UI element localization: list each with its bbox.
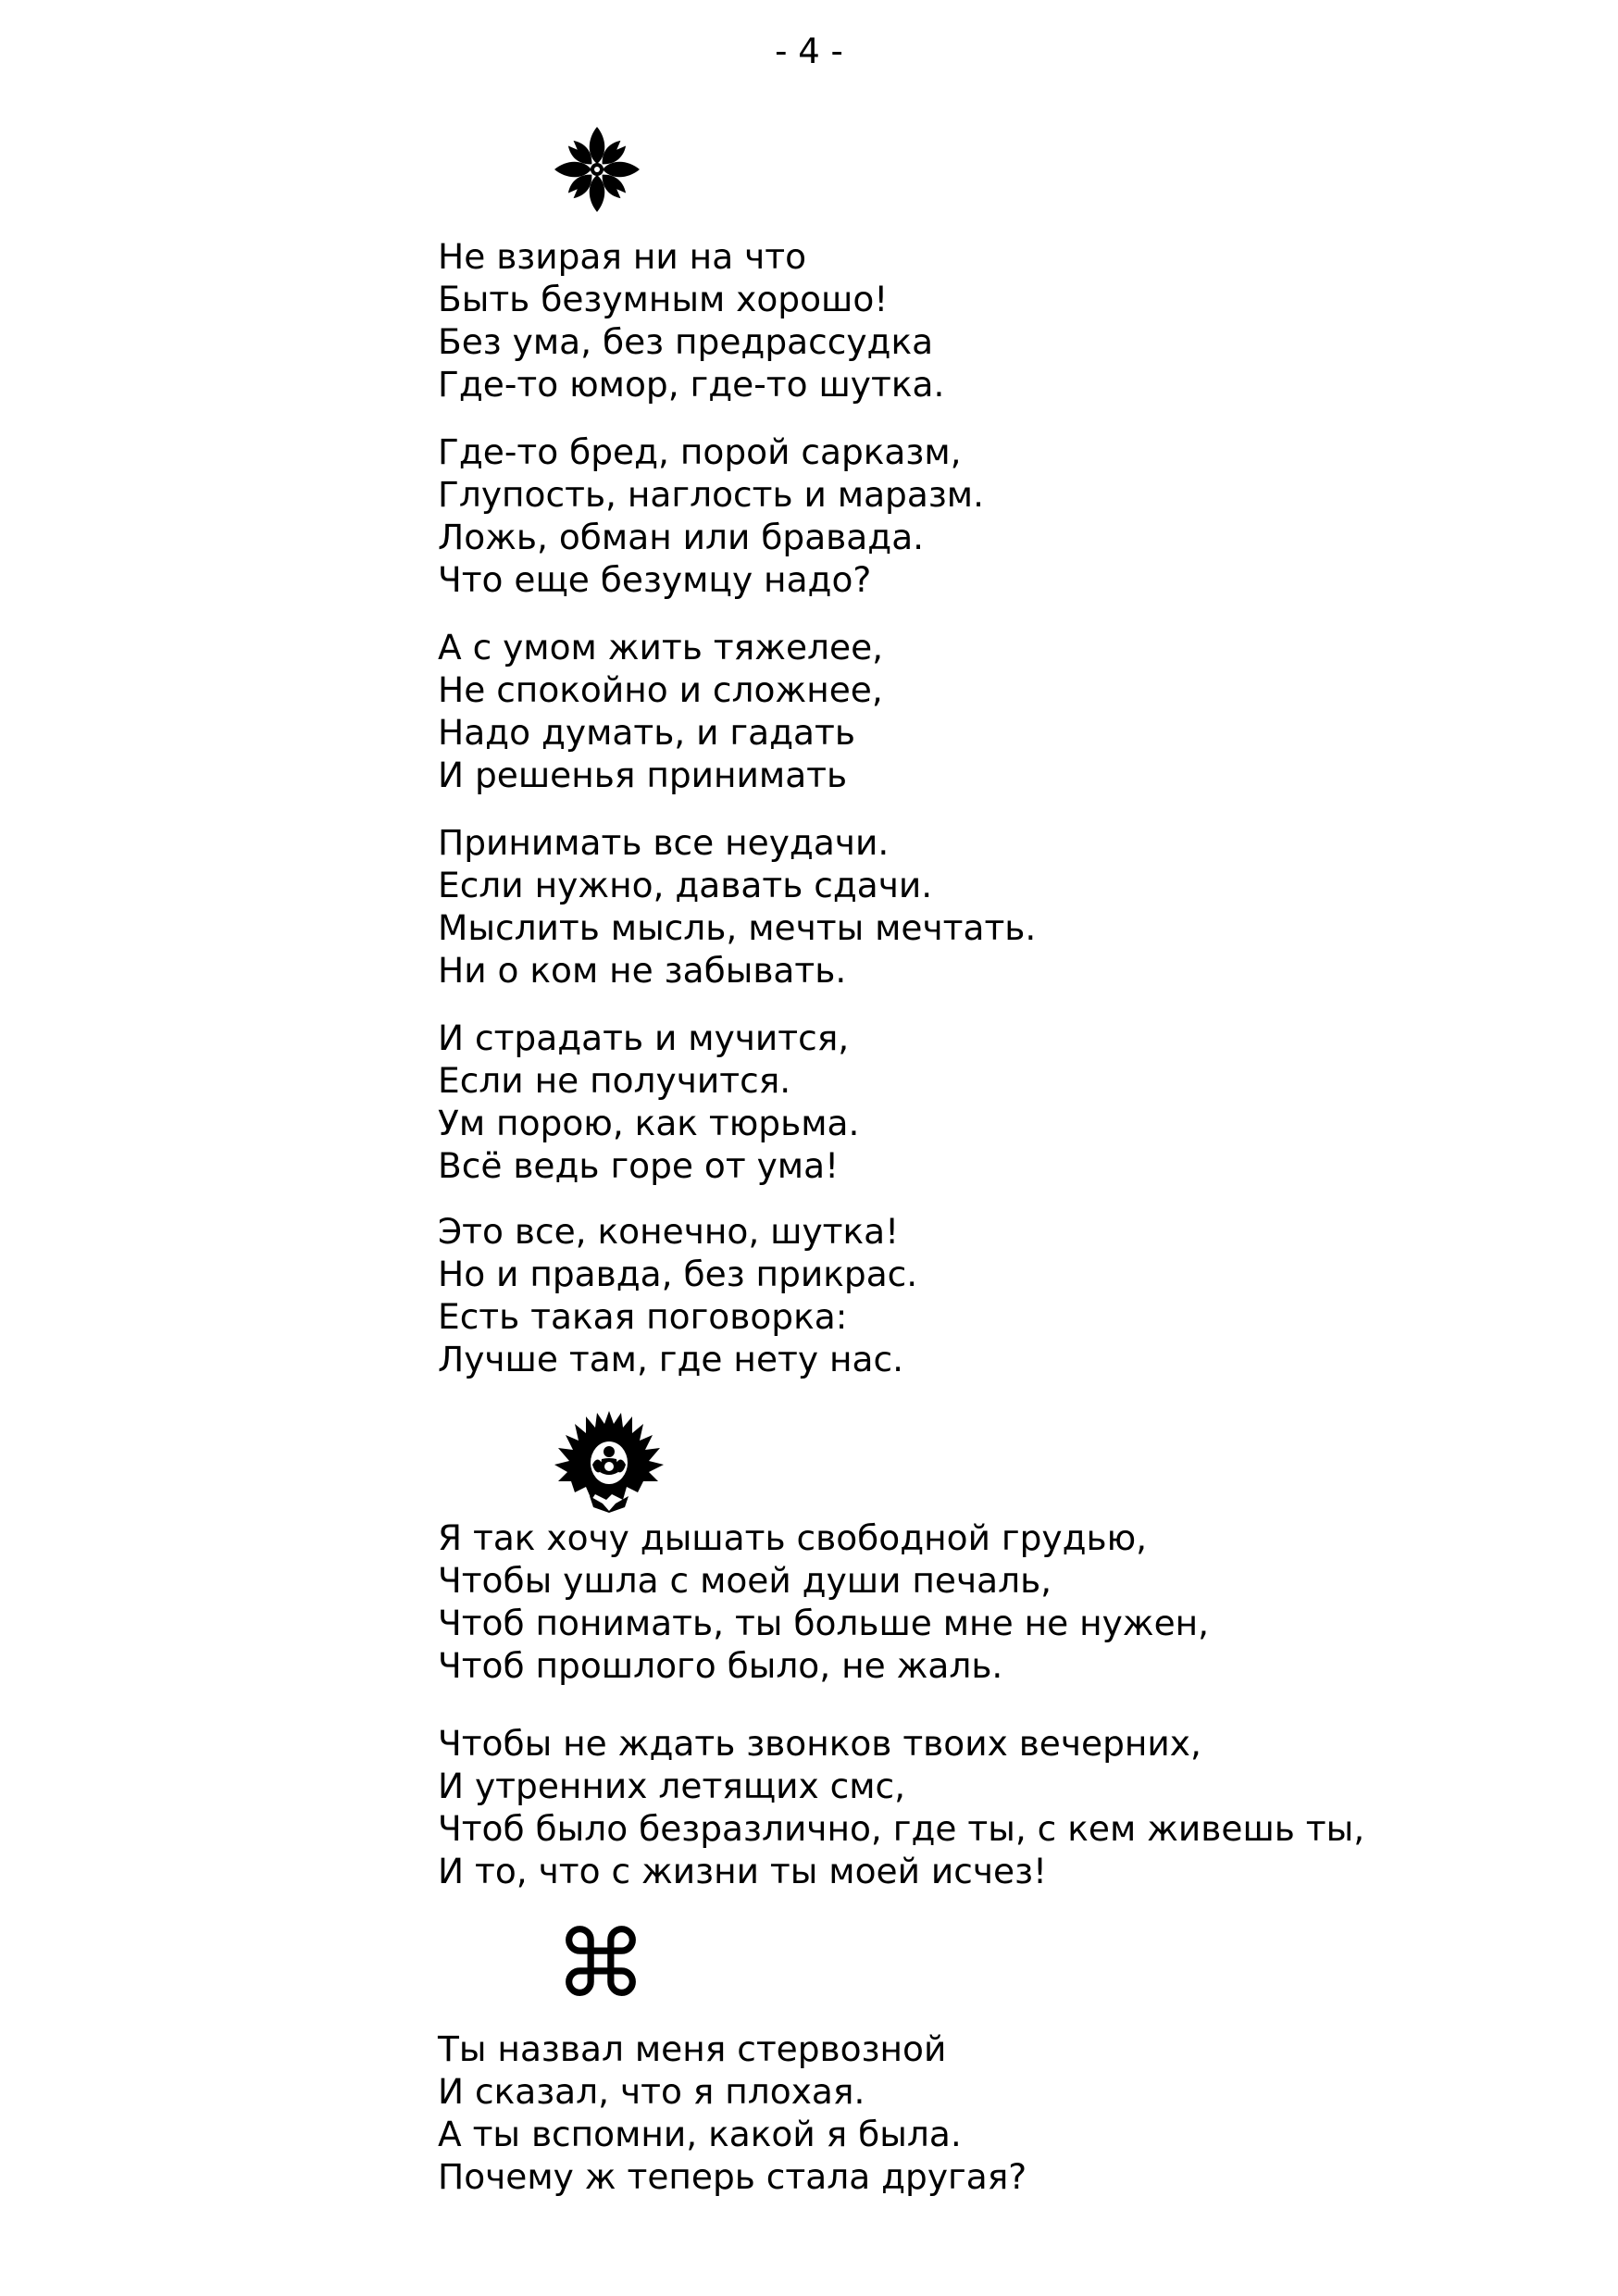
- poem-line: Надо думать, и гадать: [438, 712, 855, 753]
- page-number: - 4 -: [775, 31, 843, 71]
- poem-line: Если не получится.: [438, 1060, 791, 1101]
- poem-1-stanza-3: [438, 626, 883, 796]
- poem-line: И страдать и мучится,: [438, 1017, 850, 1058]
- poem-line: Где-то бред, порой сарказм,: [438, 431, 962, 472]
- poem-line: Где-то юмор, где-то шутка.: [438, 364, 945, 405]
- poem-line: Чтобы ушла с моей души печаль,: [438, 1560, 1052, 1601]
- poem-line: Я так хочу дышать свободной грудью,: [438, 1517, 1148, 1558]
- star-flower-icon: [551, 123, 643, 216]
- poem-line: Без ума, без предрассудка: [438, 321, 934, 362]
- poem-line: Чтобы не ждать звонков твоих вечерних,: [438, 1723, 1201, 1764]
- poem-line: Почему ж теперь стала другая?: [438, 2156, 1027, 2197]
- poem-line: Ложь, обман или бравада.: [438, 517, 925, 557]
- command-glyph: ⌘: [554, 1910, 647, 2018]
- poem-1-stanza-6: [438, 1210, 917, 1380]
- poem-line: И решенья принимать: [438, 755, 848, 795]
- lotus-figure-icon: [549, 1407, 669, 1515]
- poem-line: Мыслить мысль, мечты мечтать.: [438, 907, 1037, 948]
- poem-line: Лучше там, где нету нас.: [438, 1339, 904, 1379]
- poem-line: Это все, конечно, шутка!: [438, 1211, 900, 1252]
- poem-line: Ум порою, как тюрьма.: [438, 1103, 860, 1143]
- poem-line: Ни о ком не забывать.: [438, 950, 847, 991]
- poem-line: И сказал, что я плохая.: [438, 2071, 865, 2112]
- poem-line: Чтоб прошлого было, не жаль.: [438, 1645, 1003, 1686]
- poem-2-stanza-2: [438, 1722, 1364, 1892]
- poem-line: Но и правда, без прикрас.: [438, 1254, 918, 1294]
- poem-2-stanza-1: [438, 1516, 1209, 1687]
- poem-line: Всё ведь горе от ума!: [438, 1145, 840, 1186]
- poem-line: Есть такая поговорка:: [438, 1296, 848, 1337]
- poem-line: Не взирая ни на что: [438, 236, 807, 277]
- poem-line: Не спокойно и сложнее,: [438, 669, 883, 710]
- poem-line: Быть безумным хорошо!: [438, 279, 889, 319]
- poem-line: Что еще безумцу надо?: [438, 559, 872, 600]
- poem-line: Принимать все неудачи.: [438, 822, 890, 863]
- poem-line: И утренних летящих смс,: [438, 1766, 906, 1806]
- poem-3-stanza-1: [438, 2028, 1027, 2198]
- poem-line: А с умом жить тяжелее,: [438, 627, 884, 668]
- poem-line: А ты вспомни, какой я была.: [438, 2114, 962, 2154]
- poem-1-stanza-1: [438, 235, 944, 406]
- poem-line: И то, что с жизни ты моей исчез!: [438, 1851, 1048, 1891]
- poem-1-stanza-2: [438, 430, 984, 601]
- poem-line: Чтоб было безразлично, где ты, с кем живешь ты,: [438, 1808, 1365, 1849]
- command-symbol-icon: [550, 1910, 652, 2018]
- poem-line: Чтоб понимать, ты больше мне не нужен,: [438, 1603, 1210, 1643]
- poem-line: Глупость, наглость и маразм.: [438, 474, 984, 515]
- poem-1-stanza-4: [438, 821, 1036, 992]
- poem-1-stanza-5: [438, 1017, 859, 1187]
- poem-line: Ты назвал меня стервозной: [438, 2028, 947, 2069]
- poem-line: Если нужно, давать сдачи.: [438, 865, 933, 905]
